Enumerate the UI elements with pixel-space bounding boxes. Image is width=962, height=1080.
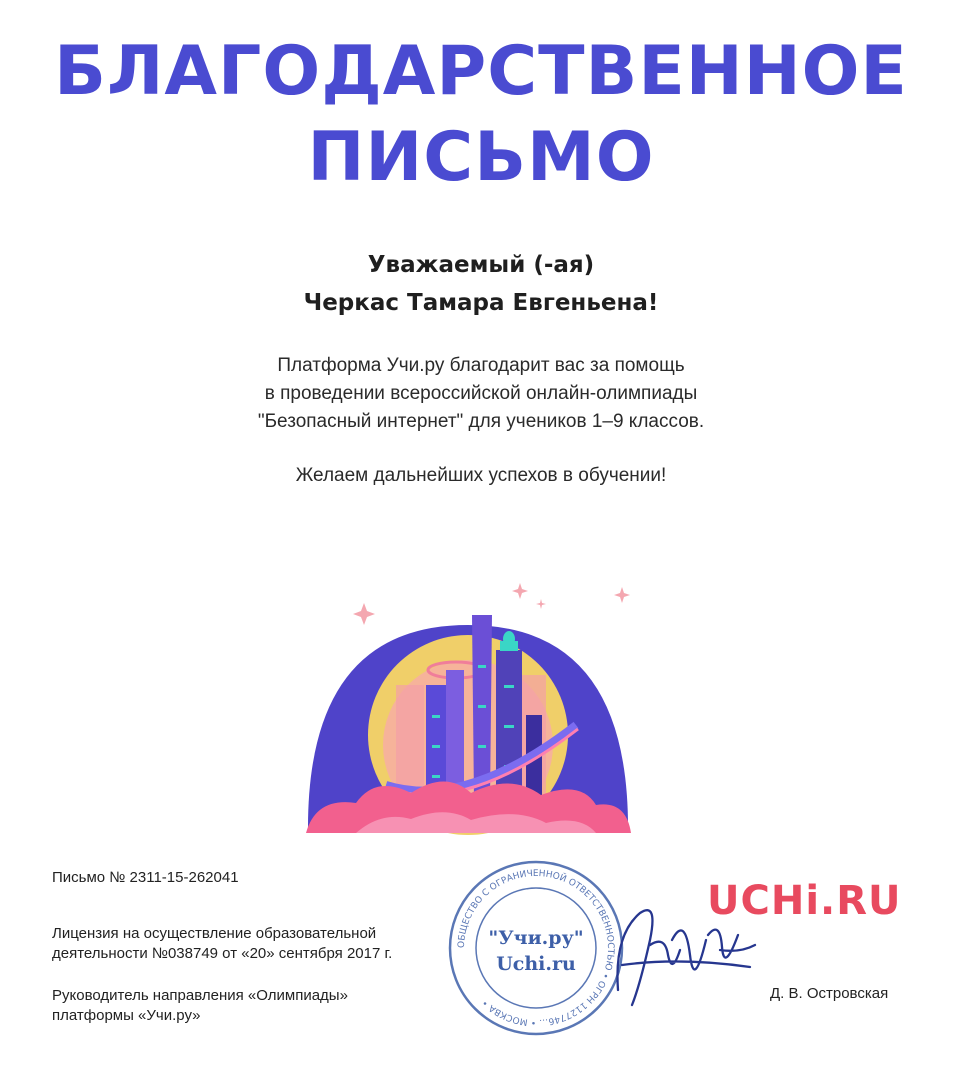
position-line-1: Руководитель направления «Олимпиады» [52, 987, 348, 1004]
stamp-ring-text: ОБЩЕСТВО С ОГРАНИЧЕННОЙ ОТВЕТСТВЕННОСТЬЮ • ОГРН 1127746… • МОСКВА • [456, 868, 616, 1028]
letter-body [0, 352, 962, 436]
body-line-2: в проведении всероссийской онлайн-олимпиады [264, 383, 698, 404]
recipient-name: Черкас Тамара Евгеньена! [303, 290, 659, 316]
futuristic-city-icon [296, 575, 641, 840]
signer-position [52, 986, 348, 1026]
uchi-ru-logo: UCHi.RU [707, 878, 902, 924]
letter-number: Письмо № 2311-15-262041 [52, 869, 239, 886]
wish-text: Желаем дальнейших успехов в обучении! [295, 465, 667, 486]
stamp-inner-top: "Учи.ру" [488, 927, 584, 949]
greeting-salutation: Уважаемый (-ая) [367, 252, 595, 278]
signer-name: Д. В. Островская [770, 985, 889, 1002]
body-line-3: "Безопасный интернет" для учеников 1–9 классов. [257, 411, 705, 432]
title-line-2: ПИСЬМО [307, 118, 655, 197]
stamp-inner-bottom: Uchi.ru [496, 953, 576, 975]
license-line-1: Лицензия на осуществление образовательной [52, 925, 377, 942]
license-line-2: деятельности №038749 от «20» сентября 2017 г. [52, 945, 393, 962]
body-line-1: Платформа Учи.ру благодарит вас за помощь [277, 355, 685, 376]
position-line-2: платформы «Учи.ру» [52, 1007, 201, 1024]
license-info [52, 924, 392, 964]
official-seal-icon [446, 858, 626, 1038]
title-line-1: БЛАГОДАРСТВЕННОЕ [54, 32, 908, 111]
